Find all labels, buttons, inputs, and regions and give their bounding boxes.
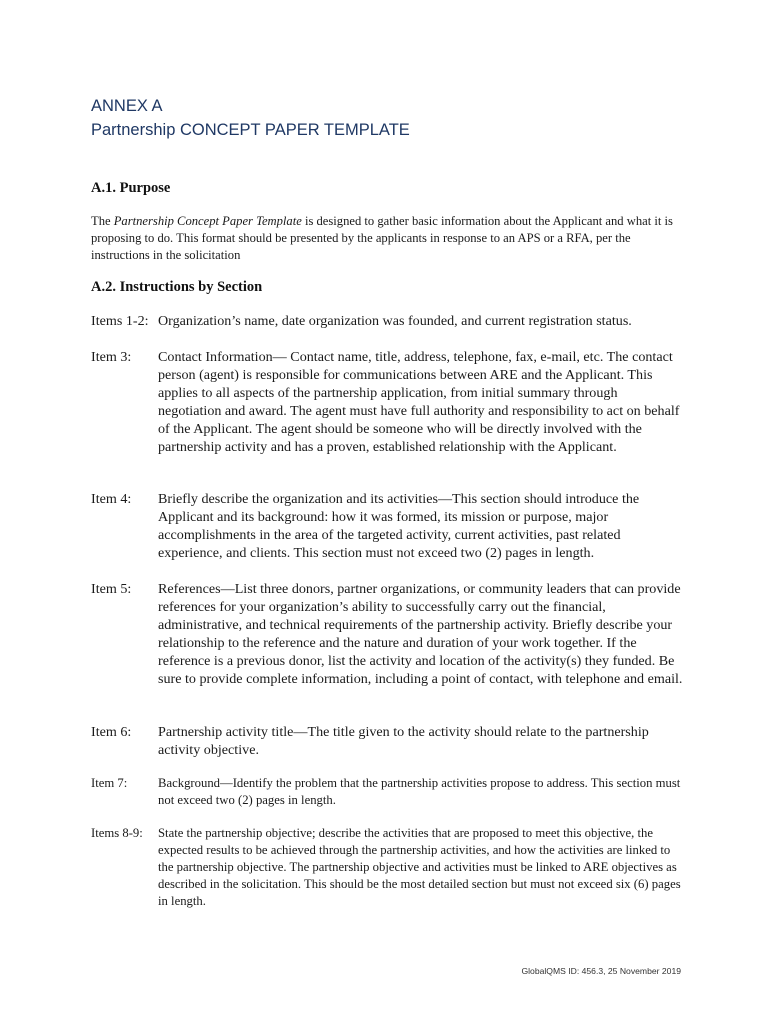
document-title: Partnership CONCEPT PAPER TEMPLATE xyxy=(91,121,410,139)
item-label: Items 1-2: xyxy=(91,313,149,329)
item-text: Contact Information— Contact name, title, address, telephone, fax, e-mail, etc. The contact person (agent) is responsible for communications between ARE and the Applicant. This applies to all aspects of the partnership application, from initial summary through negotiation and award. The agent must have full authority and responsibility to act on behalf of the Applicant. The agent should be someone who will be directly involved with the partnership activity and has a proven, established relationship with the Applicant. xyxy=(158,349,680,455)
purpose-text-start: The xyxy=(91,214,114,228)
item-text: Background—Identify the problem that the partnership activities propose to address. This section must not exceed two (2) pages in length. xyxy=(158,776,681,807)
document-footer: GlobalQMS ID: 456.3, 25 November 2019 xyxy=(521,966,681,976)
purpose-text-end: is designed to gather basic information about the Applicant and what it is proposing to do. This format should be presented by the applicants in response to an APS or a RFA, per the instructions in the solicitation xyxy=(91,214,673,262)
item-label: Items 8-9: xyxy=(91,826,143,840)
item-label: Item 6: xyxy=(91,724,132,740)
item-text: State the partnership objective; describe the activities that are proposed to meet this objective, the expected results to be achieved through the partnership activities, and how the activities are linked to the partnership objective. The partnership objective and activities must be linked to ARE objectives as described in the solicitation. This should be the most detailed section but must not exceed six (6) pages in length. xyxy=(158,826,681,908)
item-text: References—List three donors, partner organizations, or community leaders that can provide references for your organization’s ability to successfully carry out the financial, administrative, and technical requirements of the partnership activity. Briefly describe your relationship to the reference and the nature and duration of your work together. If the reference is a previous donor, list the activity and location of the activity(s) they funded. Be sure to provide complete information, including a point of contact, with telephone and email. xyxy=(158,581,683,687)
purpose-text-italic: Partnership Concept Paper Template xyxy=(113,214,302,228)
item-text: Partnership activity title—The title given to the activity should relate to the partnership activity objective. xyxy=(158,724,649,758)
item-label: Item 4: xyxy=(91,491,132,507)
purpose-heading: A.1. Purpose xyxy=(91,180,171,196)
annex-heading xyxy=(91,94,410,142)
item-text: Organization’s name, date organization was founded, and current registration status. xyxy=(158,313,632,329)
item-label: Item 3: xyxy=(91,349,132,365)
item-label: Item 7: xyxy=(91,776,128,790)
purpose-paragraph xyxy=(91,213,691,264)
item-text: Briefly describe the organization and its activities—This section should introduce the Applicant and its background: how it was formed, its mission or purpose, major accomplishments in the area of the targeted activity, current activities, past related experience, and clients. This section must not exceed two (2) pages in length. xyxy=(158,491,640,561)
instructions-heading: A.2. Instructions by Section xyxy=(91,279,263,295)
annex-label: ANNEX A xyxy=(91,97,163,115)
item-label: Item 5: xyxy=(91,581,132,597)
